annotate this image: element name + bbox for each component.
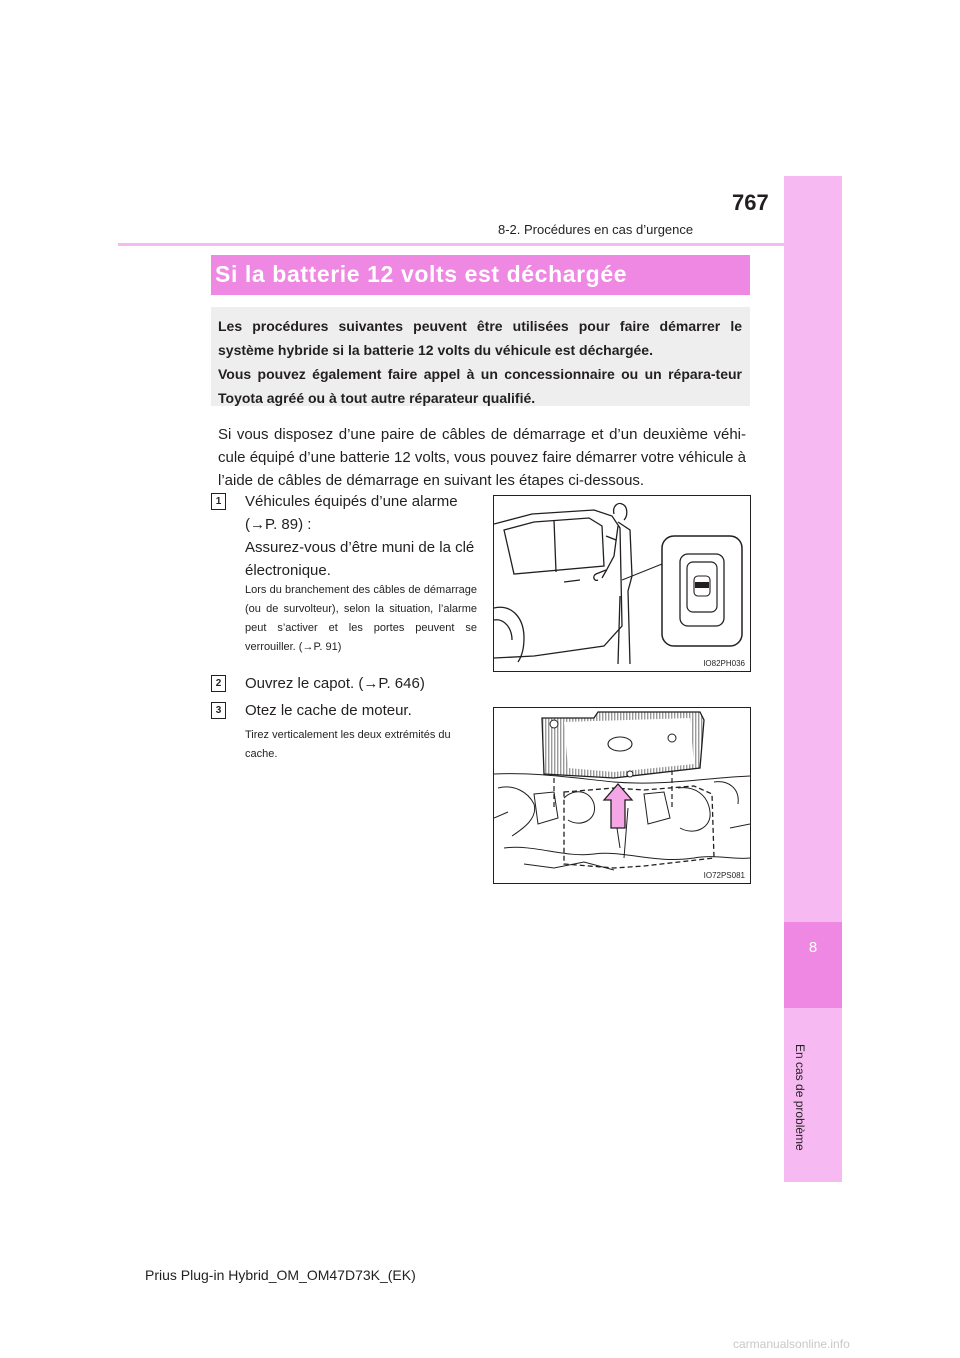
figure-2-code: IO72PS081 xyxy=(703,871,745,880)
step-2-text: Ouvrez le capot. (→P. 646) xyxy=(245,675,425,692)
step-badge-2: 2 xyxy=(211,675,226,692)
step-1-line-3: Assurez-vous d’être muni de la clé xyxy=(245,539,475,556)
chapter-number-box xyxy=(784,922,842,1008)
step-1-line-2: (→P. 89) : xyxy=(245,516,312,533)
step-badge-3: 3 xyxy=(211,702,226,719)
section-title: 8-2. Procédures en cas d’urgence xyxy=(498,222,694,237)
step-1-text xyxy=(245,490,477,582)
chapter-side-tab xyxy=(784,176,842,1182)
footer-manual-id: Prius Plug-in Hybrid_OM_OM47D73K_(EK) xyxy=(145,1267,416,1283)
step-1-line-1: Véhicules équipés d’une alarme xyxy=(245,493,458,510)
step-1-note: Lors du branchement des câbles de démarrage (ou de survolteur), selon la situation, l’alarme peut s’activer et les portes peuvent se verrouiller. (→P. 91) xyxy=(245,584,477,653)
chapter-number: 8 xyxy=(808,939,818,956)
smart-key-illustration xyxy=(494,496,750,671)
step-3-note: Tirez verticalement les deux extrémités du cache. xyxy=(245,729,451,760)
body-paragraph xyxy=(218,423,746,492)
page-number: 767 xyxy=(732,190,769,215)
page-title: Si la batterie 12 volts est déchargée xyxy=(215,261,628,287)
step-3-text: Otez le cache de moteur. xyxy=(245,702,412,719)
chapter-title: En cas de problème xyxy=(793,1044,807,1151)
figure-smart-key xyxy=(493,495,751,672)
engine-cover-illustration xyxy=(494,708,750,883)
body-paragraph-text: Si vous disposez d’une paire de câbles de démarrage et d’un deuxième véhi-cule équipé d’une batterie 12 volts, vous pouvez faire démarrer votre véhicule à l’aide de câbles de démarrage en suivant les étapes ci-dessous. xyxy=(218,426,746,489)
figure-1-code: IO82PH036 xyxy=(703,659,745,668)
watermark: carmanualsonline.info xyxy=(733,1337,850,1351)
header-rule xyxy=(118,243,784,246)
figure-engine-cover xyxy=(493,707,751,884)
step-badge-1: 1 xyxy=(211,493,226,510)
intro-line-2: Vous pouvez également faire appel à un concessionnaire ou un répara-teur Toyota agréé ou à tout autre réparateur qualifié. xyxy=(218,366,742,406)
intro-line-1: Les procédures suivantes peuvent être utilisées pour faire démarrer le système hybride si la batterie 12 volts du véhicule est déchargée. xyxy=(218,318,742,358)
intro-text xyxy=(218,314,742,410)
step-1-line-4: électronique. xyxy=(245,562,331,579)
